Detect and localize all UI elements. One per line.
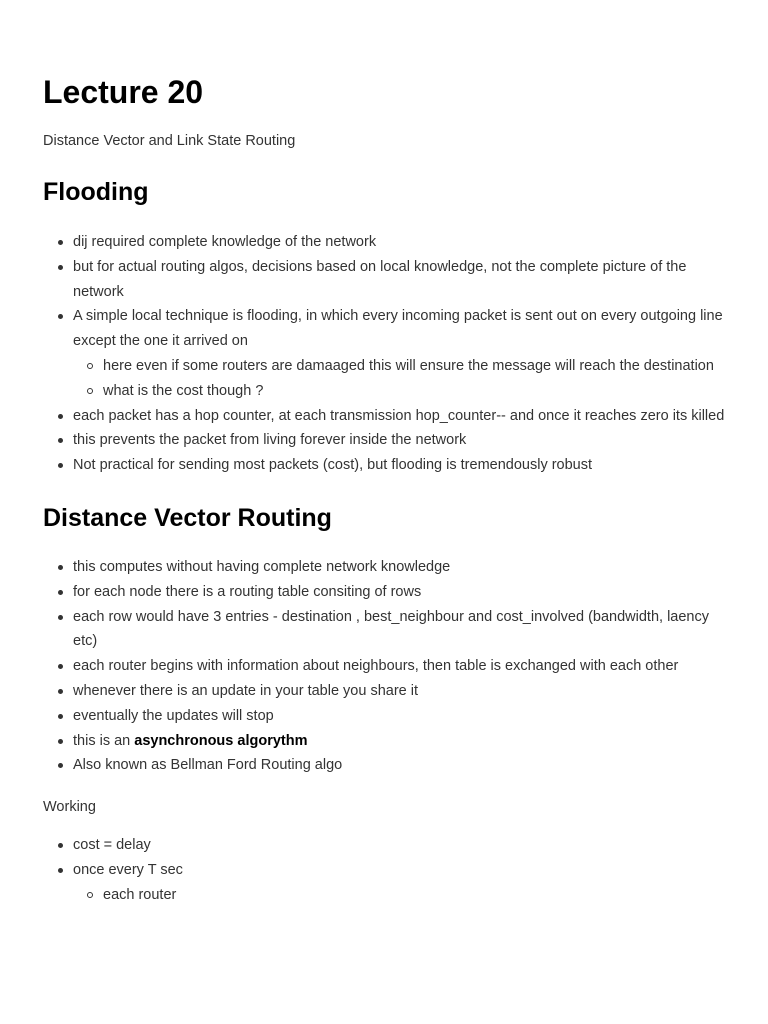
section-heading-distance-vector: Distance Vector Routing: [43, 503, 332, 532]
circle-bullet-icon: [87, 892, 93, 898]
nested-list-item: [73, 354, 725, 379]
emphasis-text: asynchronous algorythm: [134, 732, 308, 749]
list-item: [43, 753, 725, 778]
list-item-text: each packet has a hop counter, at each transmission hop_counter-- and once it reaches zero its killed: [73, 407, 725, 424]
distance-vector-list: [43, 555, 725, 778]
section-heading-flooding: Flooding: [43, 178, 149, 206]
list-item-text: each router begins with information about neighbours, then table is exchanged with each other: [73, 658, 679, 675]
circle-bullet-icon: [87, 363, 93, 369]
list-item: [43, 255, 725, 305]
bullet-icon: [58, 615, 63, 620]
nested-list: [73, 883, 725, 908]
list-item-text: but for actual routing algos, decisions based on local knowledge, not the complete picture of the network: [73, 258, 687, 300]
bullet-icon: [58, 868, 63, 873]
bullet-icon: [58, 590, 63, 595]
bullet-icon: [58, 414, 63, 419]
list-item: [43, 404, 725, 429]
bullet-icon: [58, 438, 63, 443]
working-label: Working: [43, 799, 96, 816]
list-item-text: for each node there is a routing table consiting of rows: [73, 583, 422, 600]
list-item-text: here even if some routers are damaaged this will ensure the message will reach the destination: [103, 357, 714, 374]
list-item: [43, 654, 725, 679]
bullet-icon: [58, 463, 63, 468]
page-subtitle: Distance Vector and Link State Routing: [43, 133, 296, 149]
list-item-text: this prevents the packet from living forever inside the network: [73, 432, 467, 449]
bullet-icon: [58, 265, 63, 270]
bullet-icon: [58, 664, 63, 669]
list-item: [43, 729, 725, 754]
list-item: [43, 580, 725, 605]
bullet-icon: [58, 714, 63, 719]
list-item-text: this is an: [73, 732, 135, 749]
list-item: [43, 858, 725, 908]
nested-list-item: [73, 883, 725, 908]
list-item-text: whenever there is an update in your table you share it: [73, 682, 418, 699]
bullet-icon: [58, 763, 63, 768]
bullet-icon: [58, 739, 63, 744]
list-item: [43, 679, 725, 704]
list-item-text: this computes without having complete network knowledge: [73, 558, 451, 575]
bullet-icon: [58, 314, 63, 319]
list-item-text: each router: [103, 886, 177, 903]
bullet-icon: [58, 689, 63, 694]
list-item-text: what is the cost though ?: [103, 382, 264, 399]
nested-list-item: [73, 379, 725, 404]
list-item-text: eventually the updates will stop: [73, 707, 274, 724]
list-item-text: Also known as Bellman Ford Routing algo: [73, 757, 343, 774]
list-item-text: A simple local technique is flooding, in which every incoming packet is sent out on every outgoing line except the one it arrived on: [73, 308, 723, 350]
bullet-icon: [58, 843, 63, 848]
bullet-icon: [58, 240, 63, 245]
list-item-text: each row would have 3 entries - destination , best_neighbour and cost_involved (bandwidth, laency etc): [73, 608, 709, 650]
list-item-text: Not practical for sending most packets (cost), but flooding is tremendously robust: [73, 457, 593, 474]
list-item: [43, 833, 725, 858]
list-item-text: once every T sec: [73, 861, 183, 878]
list-item: [43, 428, 725, 453]
list-item: [43, 605, 725, 655]
circle-bullet-icon: [87, 388, 93, 394]
flooding-list: [43, 230, 725, 478]
list-item-text: cost = delay: [73, 837, 151, 854]
working-list: [43, 833, 725, 907]
list-item: [43, 304, 725, 403]
nested-list: [73, 354, 725, 404]
list-item: [43, 230, 725, 255]
list-item: [43, 453, 725, 478]
list-item: [43, 555, 725, 580]
list-item: [43, 704, 725, 729]
bullet-icon: [58, 565, 63, 570]
page-title: Lecture 20: [43, 74, 204, 110]
list-item-text: dij required complete knowledge of the network: [73, 234, 377, 250]
